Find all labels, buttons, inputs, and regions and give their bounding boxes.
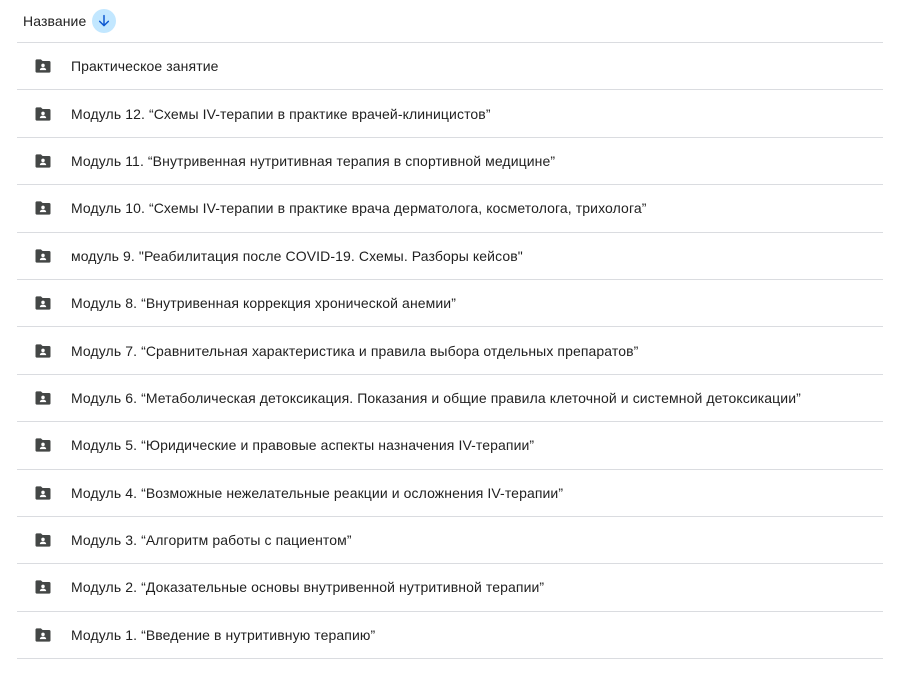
folder-name[interactable]: Модуль 3. “Алгоритм работы с пациентом” xyxy=(71,532,352,549)
folder-row[interactable] xyxy=(17,327,883,374)
folder-row[interactable] xyxy=(17,233,883,280)
folder-row[interactable] xyxy=(17,43,883,90)
folder-name[interactable]: Модуль 8. “Внутривенная коррекция хронической анемии” xyxy=(71,295,456,312)
folder-name[interactable]: Модуль 6. “Метаболическая детоксикация. Показания и общие правила клеточной и системной детоксикации” xyxy=(71,389,801,406)
shared-folder-icon xyxy=(33,530,53,550)
sort-direction-button[interactable] xyxy=(92,9,116,33)
folder-name[interactable]: Практическое занятие xyxy=(71,58,219,75)
folder-row[interactable] xyxy=(17,280,883,327)
folder-row[interactable] xyxy=(17,375,883,422)
shared-folder-icon xyxy=(33,104,53,124)
shared-folder-icon xyxy=(33,341,53,361)
folder-row[interactable] xyxy=(17,185,883,232)
folder-name[interactable]: Модуль 5. “Юридические и правовые аспекты назначения IV-терапии” xyxy=(71,437,535,454)
shared-folder-icon xyxy=(33,198,53,218)
folder-name[interactable]: Модуль 7. “Сравнительная характеристика и правила выбора отдельных препаратов” xyxy=(71,342,639,359)
folder-row[interactable] xyxy=(17,90,883,137)
shared-folder-icon xyxy=(33,483,53,503)
folder-rows xyxy=(17,43,883,659)
shared-folder-icon xyxy=(33,56,53,76)
shared-folder-icon xyxy=(33,151,53,171)
folder-name[interactable]: модуль 9. "Реабилитация после COVID-19. Схемы. Разборы кейсов" xyxy=(71,247,523,264)
folder-name[interactable]: Модуль 11. “Внутривенная нутритивная терапия в спортивной медицине” xyxy=(71,152,556,169)
folder-name[interactable]: Модуль 2. “Доказательные основы внутривенной нутритивной терапии” xyxy=(71,579,545,596)
shared-folder-icon xyxy=(33,293,53,313)
shared-folder-icon xyxy=(33,435,53,455)
folder-row[interactable] xyxy=(17,470,883,517)
folder-name[interactable]: Модуль 1. “Введение в нутритивную терапию” xyxy=(71,626,376,643)
shared-folder-icon xyxy=(33,625,53,645)
shared-folder-icon xyxy=(33,388,53,408)
list-header xyxy=(17,0,883,43)
folder-name[interactable]: Модуль 4. “Возможные нежелательные реакции и осложнения IV-терапии” xyxy=(71,484,564,501)
arrow-down-icon xyxy=(96,13,112,29)
shared-folder-icon xyxy=(33,246,53,266)
folder-row[interactable] xyxy=(17,517,883,564)
folder-row[interactable] xyxy=(17,612,883,659)
folder-name[interactable]: Модуль 10. “Схемы IV-терапии в практике врача дерматолога, косметолога, трихолога” xyxy=(71,200,647,217)
folder-row[interactable] xyxy=(17,138,883,185)
shared-folder-icon xyxy=(33,577,53,597)
name-column-header[interactable]: Название xyxy=(23,13,87,29)
folder-name[interactable]: Модуль 12. “Схемы IV-терапии в практике врачей-клиницистов” xyxy=(71,105,491,122)
folder-row[interactable] xyxy=(17,564,883,611)
folder-row[interactable] xyxy=(17,422,883,469)
